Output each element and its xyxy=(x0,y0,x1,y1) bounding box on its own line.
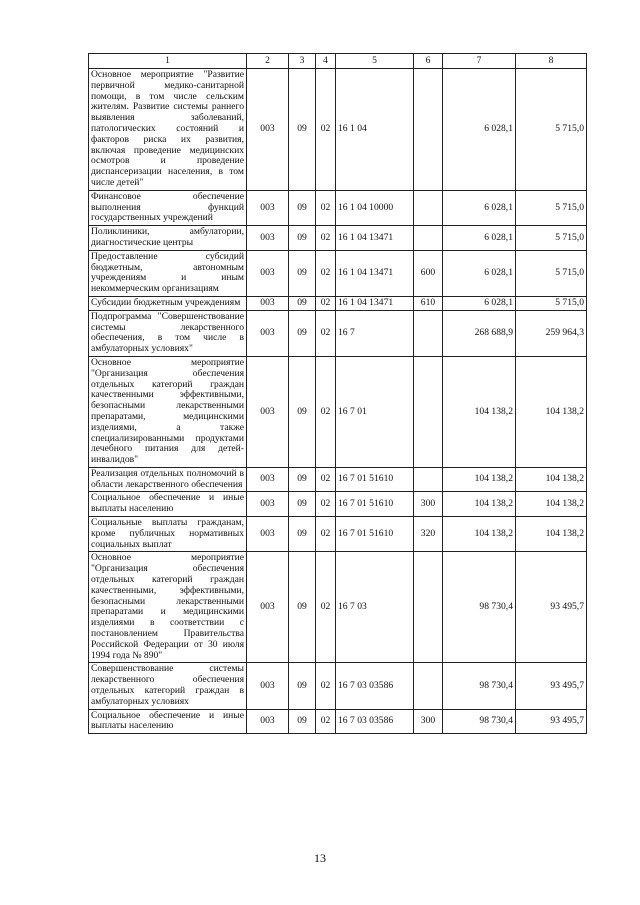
cell-col-3: 09 xyxy=(289,69,316,191)
cell-col-6 xyxy=(414,226,443,251)
cell-col-6: 600 xyxy=(414,250,443,296)
cell-col-6 xyxy=(414,467,443,492)
cell-col-5: 16 7 03 xyxy=(336,552,414,663)
cell-col-5: 16 1 04 13471 xyxy=(336,226,414,251)
cell-col-2: 003 xyxy=(247,250,289,296)
cell-col-2: 003 xyxy=(247,552,289,663)
cell-col-5: 16 7 03 03586 xyxy=(336,663,414,709)
cell-col-6 xyxy=(414,69,443,191)
budget-table xyxy=(88,53,587,734)
table-row xyxy=(89,310,587,356)
cell-col-4: 02 xyxy=(316,190,336,225)
cell-col-2: 003 xyxy=(247,356,289,467)
table-row xyxy=(89,250,587,296)
cell-col-2: 003 xyxy=(247,517,289,552)
cell-col-4: 02 xyxy=(316,517,336,552)
cell-col-5: 16 7 03 03586 xyxy=(336,709,414,734)
cell-col-5: 16 1 04 13471 xyxy=(336,250,414,296)
header-col-8: 8 xyxy=(516,54,587,69)
cell-col-8: 104 138,2 xyxy=(516,356,587,467)
cell-col-5: 16 1 04 13471 xyxy=(336,296,414,310)
cell-col-6: 610 xyxy=(414,296,443,310)
cell-col-5: 16 7 01 51610 xyxy=(336,517,414,552)
row-name: Основное мероприятие "Развитие первичной медико-санитарной помощи, в том числе сельским жителям. Развитие системы раннего выявления заболеваний, патологических состояний и факторов риска их развития, включая проведение медицинских осмотров и проведение диспансеризации населения, в том числе детей" xyxy=(89,69,247,191)
cell-col-8: 93 495,7 xyxy=(516,709,587,734)
cell-col-7: 6 028,1 xyxy=(443,226,516,251)
cell-col-4: 02 xyxy=(316,467,336,492)
cell-col-6 xyxy=(414,310,443,356)
cell-col-4: 02 xyxy=(316,310,336,356)
cell-col-4: 02 xyxy=(316,552,336,663)
cell-col-7: 104 138,2 xyxy=(443,492,516,517)
table-row xyxy=(89,356,587,467)
cell-col-5: 16 7 xyxy=(336,310,414,356)
cell-col-4: 02 xyxy=(316,356,336,467)
cell-col-7: 6 028,1 xyxy=(443,296,516,310)
cell-col-6: 300 xyxy=(414,492,443,517)
row-name: Поликлиники, амбулатории, диагностические центры xyxy=(89,226,247,251)
cell-col-7: 6 028,1 xyxy=(443,190,516,225)
cell-col-3: 09 xyxy=(289,190,316,225)
cell-col-7: 104 138,2 xyxy=(443,467,516,492)
cell-col-7: 268 688,9 xyxy=(443,310,516,356)
cell-col-2: 003 xyxy=(247,69,289,191)
row-name: Социальные выплаты гражданам, кроме публичных нормативных социальных выплат xyxy=(89,517,247,552)
cell-col-4: 02 xyxy=(316,69,336,191)
cell-col-8: 5 715,0 xyxy=(516,226,587,251)
cell-col-3: 09 xyxy=(289,467,316,492)
cell-col-5: 16 7 01 xyxy=(336,356,414,467)
cell-col-8: 93 495,7 xyxy=(516,552,587,663)
cell-col-8: 104 138,2 xyxy=(516,467,587,492)
cell-col-7: 98 730,4 xyxy=(443,663,516,709)
header-col-2: 2 xyxy=(247,54,289,69)
cell-col-3: 09 xyxy=(289,552,316,663)
row-name: Реализация отдельных полномочий в области лекарственного обеспечения xyxy=(89,467,247,492)
cell-col-3: 09 xyxy=(289,517,316,552)
page-number: 13 xyxy=(314,851,326,865)
cell-col-4: 02 xyxy=(316,709,336,734)
cell-col-4: 02 xyxy=(316,250,336,296)
row-name: Совершенствование системы лекарственного обеспечения отдельных категорий граждан в амбулаторных условиях xyxy=(89,663,247,709)
cell-col-3: 09 xyxy=(289,663,316,709)
header-col-1: 1 xyxy=(89,54,247,69)
table-row xyxy=(89,663,587,709)
row-name: Социальное обеспечение и иные выплаты населению xyxy=(89,709,247,734)
cell-col-8: 5 715,0 xyxy=(516,190,587,225)
header-row xyxy=(89,54,587,69)
cell-col-5: 16 1 04 xyxy=(336,69,414,191)
row-name: Основное мероприятие "Организация обеспечения отдельных категорий граждан качественными, эффективными, безопасными лекарственными препаратами и медицинскими изделиями в соответствии с постановлением Правительства Российской Федерации от 30 июля 1994 года № 890" xyxy=(89,552,247,663)
cell-col-4: 02 xyxy=(316,492,336,517)
table-row xyxy=(89,190,587,225)
cell-col-7: 6 028,1 xyxy=(443,69,516,191)
table-row xyxy=(89,296,587,310)
cell-col-7: 98 730,4 xyxy=(443,709,516,734)
cell-col-3: 09 xyxy=(289,709,316,734)
cell-col-6: 300 xyxy=(414,709,443,734)
table-row xyxy=(89,467,587,492)
row-name: Предоставление субсидий бюджетным, автономным учреждениям и иным некоммерческим организациям xyxy=(89,250,247,296)
table-row xyxy=(89,226,587,251)
cell-col-6 xyxy=(414,356,443,467)
header-col-5: 5 xyxy=(336,54,414,69)
cell-col-6 xyxy=(414,663,443,709)
cell-col-4: 02 xyxy=(316,226,336,251)
row-name: Подпрограмма "Совершенствование системы лекарственного обеспечения, в том числе в амбулаторных условиях" xyxy=(89,310,247,356)
cell-col-5: 16 7 01 51610 xyxy=(336,467,414,492)
header-col-6: 6 xyxy=(414,54,443,69)
cell-col-4: 02 xyxy=(316,296,336,310)
cell-col-2: 003 xyxy=(247,310,289,356)
cell-col-6 xyxy=(414,552,443,663)
cell-col-8: 5 715,0 xyxy=(516,296,587,310)
cell-col-6: 320 xyxy=(414,517,443,552)
cell-col-8: 93 495,7 xyxy=(516,663,587,709)
header-col-4: 4 xyxy=(316,54,336,69)
table-row xyxy=(89,552,587,663)
header-col-7: 7 xyxy=(443,54,516,69)
cell-col-5: 16 1 04 10000 xyxy=(336,190,414,225)
cell-col-2: 003 xyxy=(247,663,289,709)
cell-col-3: 09 xyxy=(289,296,316,310)
row-name: Основное мероприятие "Организация обеспечения отдельных категорий граждан качественными эффективными, безопасными лекарственными препаратами, медицинскими изделиями, а также специализированными продуктами лечебного питания для детей-инвалидов" xyxy=(89,356,247,467)
cell-col-3: 09 xyxy=(289,356,316,467)
cell-col-2: 003 xyxy=(247,226,289,251)
table-row xyxy=(89,517,587,552)
cell-col-8: 5 715,0 xyxy=(516,69,587,191)
cell-col-8: 104 138,2 xyxy=(516,492,587,517)
cell-col-7: 98 730,4 xyxy=(443,552,516,663)
cell-col-7: 6 028,1 xyxy=(443,250,516,296)
cell-col-3: 09 xyxy=(289,250,316,296)
cell-col-7: 104 138,2 xyxy=(443,356,516,467)
cell-col-2: 003 xyxy=(247,467,289,492)
cell-col-8: 5 715,0 xyxy=(516,250,587,296)
cell-col-8: 259 964,3 xyxy=(516,310,587,356)
cell-col-5: 16 7 01 51610 xyxy=(336,492,414,517)
row-name: Социальное обеспечение и иные выплаты населению xyxy=(89,492,247,517)
cell-col-8: 104 138,2 xyxy=(516,517,587,552)
cell-col-3: 09 xyxy=(289,310,316,356)
cell-col-3: 09 xyxy=(289,226,316,251)
table-row xyxy=(89,492,587,517)
row-name: Финансовое обеспечение выполнения функций государственных учреждений xyxy=(89,190,247,225)
cell-col-2: 003 xyxy=(247,492,289,517)
cell-col-2: 003 xyxy=(247,190,289,225)
row-name: Субсидии бюджетным учреждениям xyxy=(89,296,247,310)
table-row xyxy=(89,709,587,734)
cell-col-7: 104 138,2 xyxy=(443,517,516,552)
cell-col-6 xyxy=(414,190,443,225)
header-col-3: 3 xyxy=(289,54,316,69)
cell-col-2: 003 xyxy=(247,296,289,310)
cell-col-3: 09 xyxy=(289,492,316,517)
cell-col-4: 02 xyxy=(316,663,336,709)
table-row xyxy=(89,69,587,191)
cell-col-2: 003 xyxy=(247,709,289,734)
